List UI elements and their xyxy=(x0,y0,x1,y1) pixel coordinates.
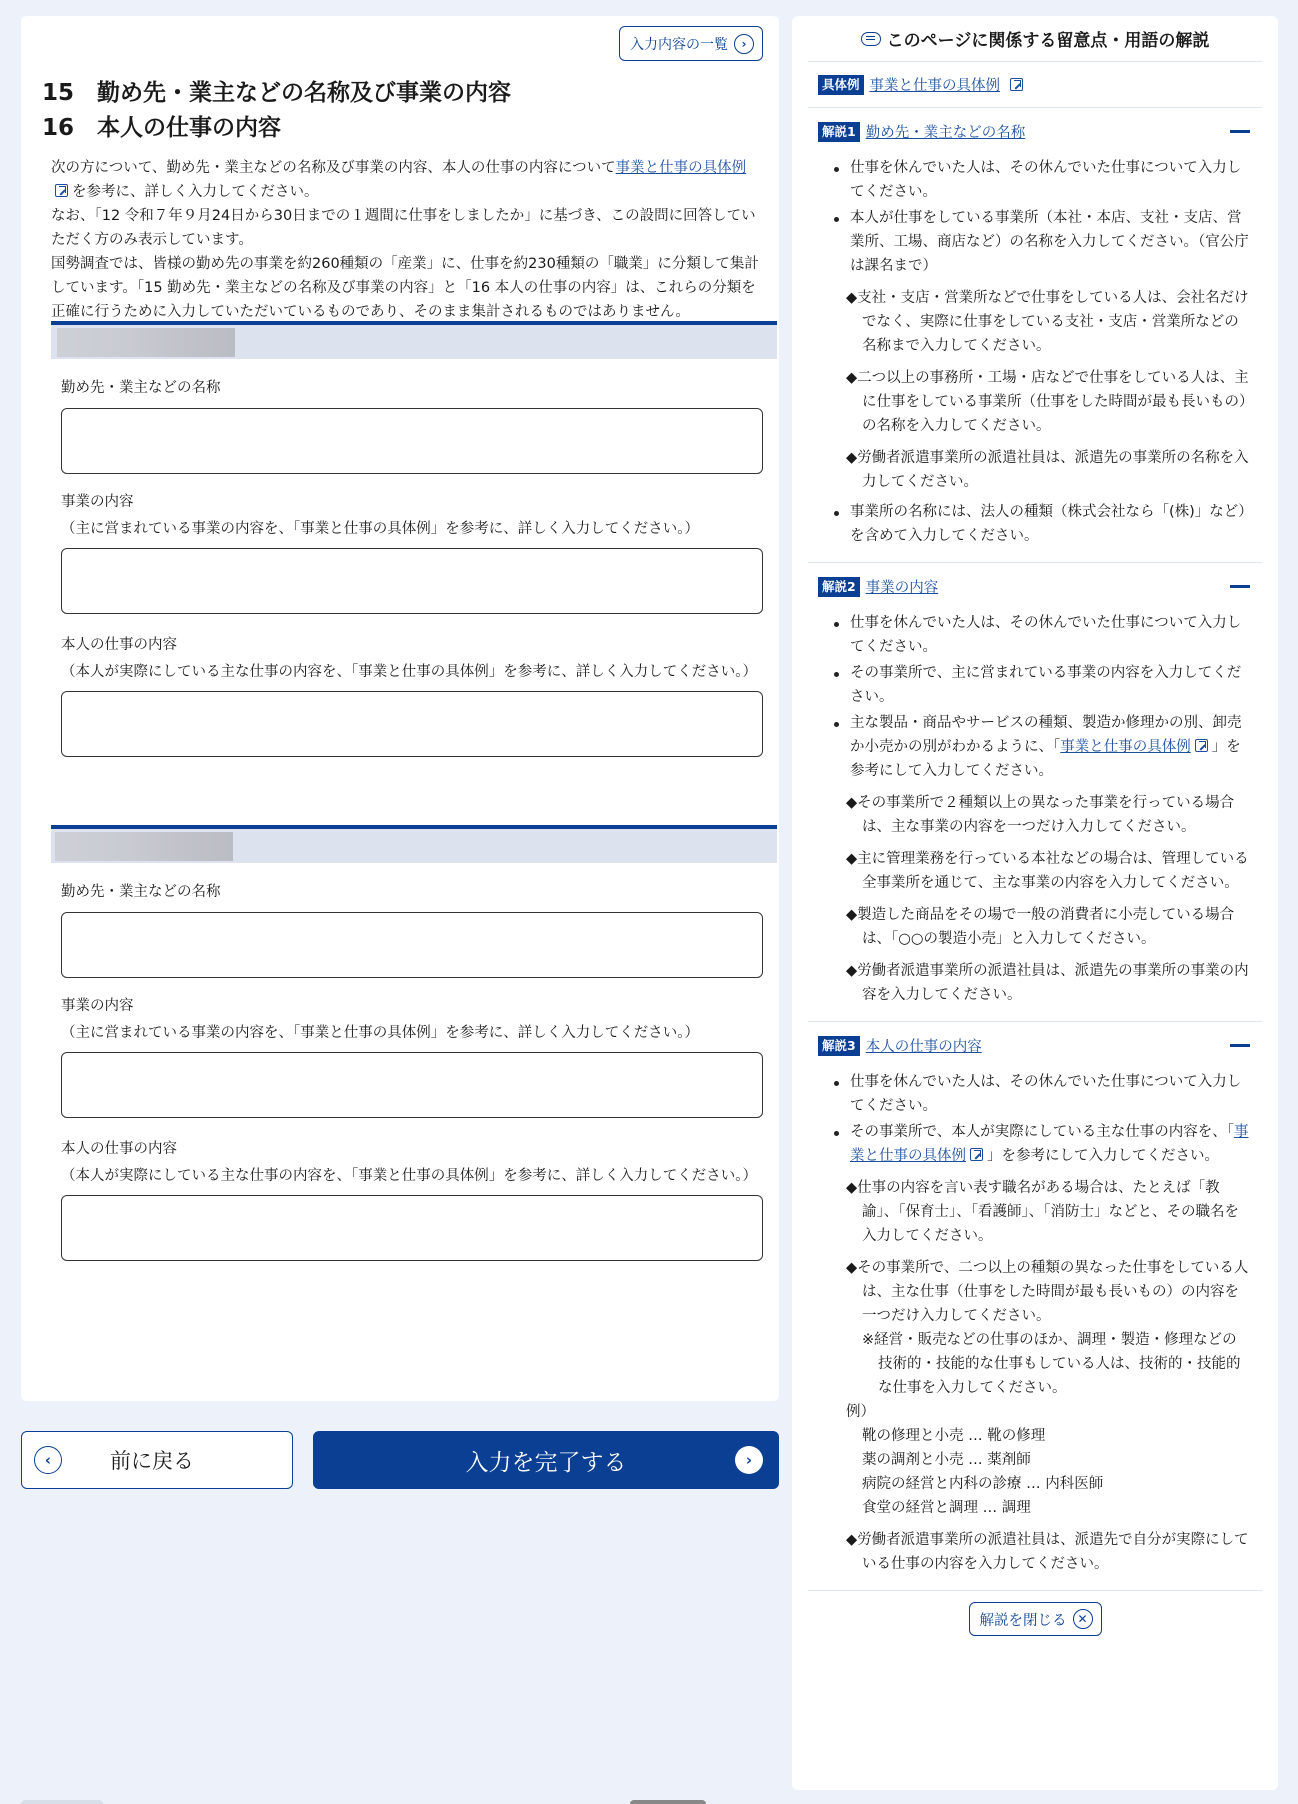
note-item: ◆労働者派遣事業所の派遣社員は、派遣先の事業所の名称を入力してください。 xyxy=(846,450,1249,490)
employer-input[interactable] xyxy=(61,408,763,474)
job-label: 本人の仕事の内容 xyxy=(61,1141,177,1157)
explanation-1-body xyxy=(808,150,1262,563)
job-input[interactable] xyxy=(61,691,763,757)
job-input[interactable] xyxy=(61,1195,763,1261)
person-section-header xyxy=(51,321,777,359)
list-item: その事業所で、主に営まれている事業の内容を入力してください。 xyxy=(830,661,1250,709)
redacted-name xyxy=(55,832,233,861)
redacted-name xyxy=(57,328,235,357)
list-item: 事業所の名称には、法人の種類（株式会社なら「(株)」など）を含めて入力してください。 xyxy=(830,500,1250,548)
complete-button[interactable] xyxy=(313,1431,779,1489)
close-explanation-button[interactable] xyxy=(969,1602,1102,1636)
page-title xyxy=(42,76,511,146)
external-link-icon xyxy=(1195,739,1208,752)
examples-link[interactable]: 事業と仕事の具体例 xyxy=(850,1124,1249,1164)
example-item: 靴の修理と小売 … 靴の修理 xyxy=(862,1428,1046,1444)
explanation-title xyxy=(808,16,1262,62)
note-remark: ※経営・販売などの仕事のほか、調理・製造・修理などの技術的・技能的な仕事もしている人は、技術的・技能的な仕事を入力してください。 xyxy=(862,1332,1241,1396)
job-field-group xyxy=(61,1138,763,1261)
close-explanation-label: 解説を閉じる xyxy=(979,1612,1067,1629)
job-note: （本人が実際にしている主な仕事の内容を、「事業と仕事の具体例」を参考に、詳しく入力してください。） xyxy=(61,1168,757,1184)
explanation-2-link[interactable]: 事業の内容 xyxy=(865,580,939,596)
explanation-3-body xyxy=(808,1064,1262,1591)
example-item: 食堂の経営と調理 … 調理 xyxy=(862,1500,1031,1516)
external-link-icon xyxy=(1010,78,1023,91)
employer-input[interactable] xyxy=(61,912,763,978)
explanation-2-tag: 解説2 xyxy=(818,577,860,597)
employer-label: 勤め先・業主などの名称 xyxy=(61,380,221,396)
business-field-group xyxy=(61,995,763,1118)
collapse-icon[interactable] xyxy=(1230,585,1250,588)
explanation-2-body xyxy=(808,605,1262,1022)
input-summary-label: 入力内容の一覧 xyxy=(630,36,728,53)
note-item: ◆労働者派遣事業所の派遣社員は、派遣先で自分が実際にしている仕事の内容を入力してください。 xyxy=(846,1532,1249,1572)
business-label: 事業の内容 xyxy=(61,494,134,510)
person-section-1 xyxy=(51,321,777,761)
back-button[interactable] xyxy=(21,1431,293,1489)
main-panel xyxy=(21,16,779,1401)
person-section-header xyxy=(51,825,777,863)
explanation-3-link[interactable]: 本人の仕事の内容 xyxy=(865,1039,982,1055)
note-item: ◆その事業所で２種類以上の異なった事業を行っている場合は、主な事業の内容を一つだけ入力してください。 xyxy=(846,795,1235,835)
collapse-icon[interactable] xyxy=(1230,1044,1250,1047)
title-q16: 16 本人の仕事の内容 xyxy=(42,115,282,141)
examples-link[interactable]: 事業と仕事の具体例 xyxy=(869,78,1001,94)
job-label: 本人の仕事の内容 xyxy=(61,637,177,653)
business-label: 事業の内容 xyxy=(61,998,134,1014)
intro-p2: なお、「12 令和７年９月24日から30日までの１週間に仕事をしましたか」に基づき、この設問に回答していただく方のみ表示しています。 xyxy=(51,208,756,248)
back-button-label: 前に戻る xyxy=(110,1449,194,1473)
business-note: （主に営まれている事業の内容を、「事業と仕事の具体例」を参考に、詳しく入力してください。） xyxy=(61,521,699,537)
comment-icon xyxy=(861,32,881,46)
job-field-group xyxy=(61,634,763,757)
intro-p3: 国勢調査では、皆様の勤め先の事業を約260種類の「産業」に、仕事を約230種類の「職業」に分類して集計しています。「15 勤め先・業主などの名称及び事業の内容」と「16 本人の仕事の内容」は、これらの分類を正確に行うために入力していただいているものであり、そのまま集計されるものではありません。 xyxy=(51,256,759,320)
example-tag: 具体例 xyxy=(818,75,864,95)
chevron-right-circle-icon: › xyxy=(735,1446,763,1474)
note-item: ◆主に管理業務を行っている本社などの場合は、管理している全事業所を通じて、主な事業の内容を入力してください。 xyxy=(846,851,1249,891)
explanation-title-text: このページに関係する留意点・用語の解説 xyxy=(886,31,1210,51)
chevron-left-circle-icon: ‹ xyxy=(34,1446,62,1474)
explanation-3-tag: 解説3 xyxy=(818,1036,860,1056)
examples-link[interactable]: 事業と仕事の具体例 xyxy=(615,160,747,176)
intro-p1-text-end: を参考に、詳しく入力してください。 xyxy=(72,184,319,200)
employer-field-group xyxy=(61,881,763,978)
note-item: ◆仕事の内容を言い表す職名がある場合は、たとえば「教諭」、「保育士」、「看護師」、「消防士」などと、その職名を入力してください。 xyxy=(846,1180,1239,1244)
examples-row xyxy=(808,62,1262,108)
list-item-text: その事業所で、本人が実際にしている主な仕事の内容を、「 xyxy=(850,1124,1234,1140)
examples-link[interactable]: 事業と仕事の具体例 xyxy=(1060,739,1191,755)
external-link-icon xyxy=(55,184,68,197)
list-item: 仕事を休んでいた人は、その休んでいた仕事について入力してください。 xyxy=(830,1070,1250,1118)
list-item-text: 」を参考にして入力してください。 xyxy=(987,1148,1219,1164)
example-heading: 例） xyxy=(846,1404,875,1420)
external-link-icon xyxy=(970,1148,983,1161)
intro-p1-text: 次の方について、勤め先・業主などの名称及び事業の内容、本人の仕事の内容について xyxy=(51,160,616,176)
scroll-stub xyxy=(630,1800,706,1804)
note-item: ◆その事業所で、二つ以上の種類の異なった仕事をしている人は、主な仕事（仕事をした時間が最も長いもの）の内容を一つだけ入力してください。 xyxy=(846,1260,1249,1324)
list-item: 仕事を休んでいた人は、その休んでいた仕事について入力してください。 xyxy=(830,156,1250,204)
list-item: 仕事を休んでいた人は、その休んでいた仕事について入力してください。 xyxy=(830,611,1250,659)
note-item: ◆労働者派遣事業所の派遣社員は、派遣先の事業所の事業の内容を入力してください。 xyxy=(846,963,1249,1003)
intro-text xyxy=(51,156,767,324)
list-item: 本人が仕事をしている事業所（本社・本店、支社・支店、営業所、工場、商店など）の名称を入力してください。（官公庁は課名まで） xyxy=(830,206,1250,278)
business-note: （主に営まれている事業の内容を、「事業と仕事の具体例」を参考に、詳しく入力してください。） xyxy=(61,1025,699,1041)
input-summary-button[interactable] xyxy=(619,26,763,61)
intro-p1 xyxy=(51,156,767,204)
explanation-3-header[interactable] xyxy=(808,1022,1262,1064)
collapse-icon[interactable] xyxy=(1230,130,1250,133)
employer-field-group xyxy=(61,377,763,474)
explanation-1-tag: 解説1 xyxy=(818,122,860,142)
example-item: 薬の調剤と小売 … 薬剤師 xyxy=(862,1452,1031,1468)
list-item xyxy=(830,1120,1250,1168)
chevron-right-circle-icon: › xyxy=(734,34,754,54)
note-item: ◆製造した商品をその場で一般の消費者に小売している場合は、「○○の製造小売」と入力してください。 xyxy=(846,907,1235,947)
job-note: （本人が実際にしている主な仕事の内容を、「事業と仕事の具体例」を参考に、詳しく入力してください。） xyxy=(61,664,757,680)
employer-label: 勤め先・業主などの名称 xyxy=(61,884,221,900)
business-input[interactable] xyxy=(61,1052,763,1118)
title-q15: 15 勤め先・業主などの名称及び事業の内容 xyxy=(42,80,512,106)
explanation-2-header[interactable] xyxy=(808,563,1262,605)
explanation-1-link[interactable]: 勤め先・業主などの名称 xyxy=(865,125,1026,141)
business-input[interactable] xyxy=(61,548,763,614)
example-item: 病院の経営と内科の診療 … 内科医師 xyxy=(862,1476,1104,1492)
business-field-group xyxy=(61,491,763,614)
person-section-2 xyxy=(51,825,777,1265)
close-wrap xyxy=(792,1591,1278,1647)
complete-button-label: 入力を完了する xyxy=(465,1449,627,1476)
list-item-text: 主な製品・商品やサービスの種類、製造か修理かの別、卸売か小売かの別がわかるように、「 xyxy=(850,715,1242,755)
scroll-stub xyxy=(21,1800,103,1804)
list-item xyxy=(830,711,1250,783)
note-item: ◆二つ以上の事務所・工場・店などで仕事をしている人は、主に仕事をしている事業所（仕事をした時間が最も長いもの）の名称を入力してください。 xyxy=(846,370,1249,434)
explanation-1-header[interactable] xyxy=(808,108,1262,150)
explanation-panel xyxy=(792,16,1278,1790)
note-item: ◆支社・支店・営業所などで仕事をしている人は、会社名だけでなく、実際に仕事をしている支社・支店・営業所などの名称まで入力してください。 xyxy=(846,290,1249,354)
list-item-text: 」を参考にして入力してください。 xyxy=(850,739,1241,779)
close-circle-icon: ✕ xyxy=(1073,1609,1093,1629)
